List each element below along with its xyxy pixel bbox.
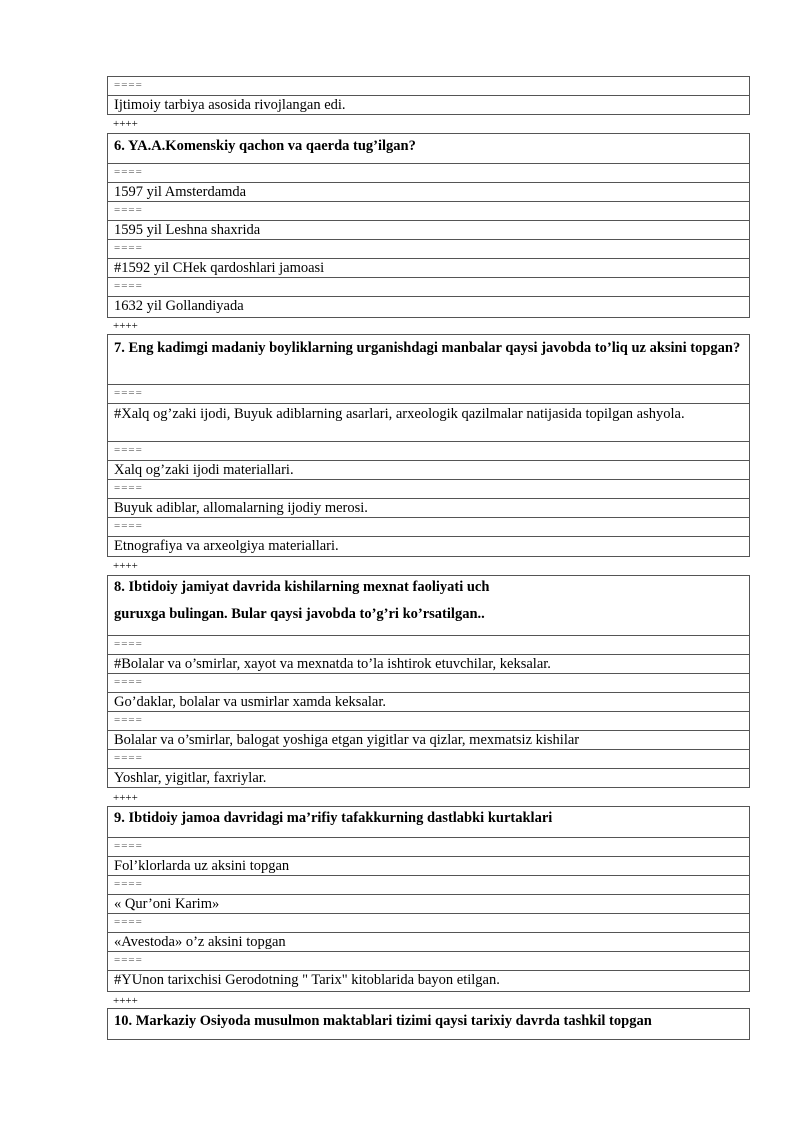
answer-option: « Qur’oni Karim» <box>108 895 749 914</box>
answer-option: Yoshlar, yigitlar, faxriylar. <box>114 770 267 786</box>
separator: ==== <box>108 674 749 693</box>
separator: ==== <box>108 480 749 499</box>
question-10-block <box>107 1008 750 1040</box>
answer-option: 1595 yil Leshna shaxrida <box>108 221 749 240</box>
question-9-block <box>107 806 750 992</box>
question-6-block <box>107 133 750 318</box>
separator: ==== <box>108 952 749 971</box>
question-10-title: 10. Markaziy Osiyoda musulmon maktablari tizimi qaysi tarixiy davrda tashkil topgan <box>114 1013 652 1029</box>
answer-option: #1592 yil CHek qardoshlari jamoasi <box>108 259 749 278</box>
separator: ==== <box>108 385 749 404</box>
answer-option: Etnografiya va arxeolgiya materiallari. <box>114 538 339 554</box>
separator: ==== <box>108 240 749 259</box>
question-8-line-1: 8. Ibtidoiy jamiyat davrida kishilarning mexnat faoliyati uch <box>114 579 490 595</box>
separator: ==== <box>108 518 749 537</box>
answer-option: Ijtimoiy tarbiya asosida rivojlangan edi. <box>114 97 346 113</box>
block-delimiter: ++++ <box>113 320 138 332</box>
answer-option: Buyuk adiblar, allomalarning ijodiy merosi. <box>108 499 749 518</box>
answer-option: 1632 yil Gollandiyada <box>114 298 244 314</box>
answer-option: #YUnon tarixchisi Gerodotning " Tarix" kitoblarida bayon etilgan. <box>114 972 500 988</box>
separator: ==== <box>108 750 749 769</box>
block-delimiter: ++++ <box>113 560 138 572</box>
separator: ==== <box>108 636 749 655</box>
question-6-title: 6. YA.A.Komenskiy qachon va qaerda tug’ilgan? <box>108 134 749 164</box>
question-9-title: 9. Ibtidoiy jamoa davridagi ma’rifiy tafakkurning dastlabki kurtaklari <box>108 807 749 838</box>
question-7-block <box>107 334 750 557</box>
separator: ==== <box>108 77 749 96</box>
question-7-title: 7. Eng kadimgi madaniy boyliklarning urganishdagi manbalar qaysi javobda to’liq uz aksini topgan? <box>108 335 749 385</box>
separator: ==== <box>108 442 749 461</box>
question-8-title <box>108 576 749 636</box>
separator: ==== <box>108 164 749 183</box>
block-delimiter: ++++ <box>113 792 138 804</box>
separator: ==== <box>108 838 749 857</box>
answer-option: Fol’klorlarda uz aksini topgan <box>108 857 749 876</box>
answer-option: Bolalar va o’smirlar, balogat yoshiga etgan yigitlar va qizlar, mexmatsiz kishilar <box>108 731 749 750</box>
block-delimiter: ++++ <box>113 118 138 130</box>
answer-option: #Xalq og’zaki ijodi, Buyuk adiblarning asarlari, arxeologik qazilmalar natijasida topilgan ashyola. <box>108 404 749 442</box>
separator: ==== <box>108 914 749 933</box>
answer-option: 1597 yil Amsterdamda <box>108 183 749 202</box>
answer-option: #Bolalar va o’smirlar, xayot va mexnatda to’la ishtirok etuvchilar, keksalar. <box>108 655 749 674</box>
separator: ==== <box>108 712 749 731</box>
answer-option: Go’daklar, bolalar va usmirlar xamda keksalar. <box>108 693 749 712</box>
separator: ==== <box>108 202 749 221</box>
answer-option: Xalq og’zaki ijodi materiallari. <box>108 461 749 480</box>
separator: ==== <box>108 876 749 895</box>
question-5-tail <box>107 76 750 115</box>
separator: ==== <box>108 278 749 297</box>
answer-option: «Avestoda» o’z aksini topgan <box>108 933 749 952</box>
question-8-block <box>107 575 750 788</box>
block-delimiter: ++++ <box>113 995 138 1007</box>
question-8-line-2: guruxga bulingan. Bular qaysi javobda to’g’ri ko’rsatilgan.. <box>114 606 485 622</box>
